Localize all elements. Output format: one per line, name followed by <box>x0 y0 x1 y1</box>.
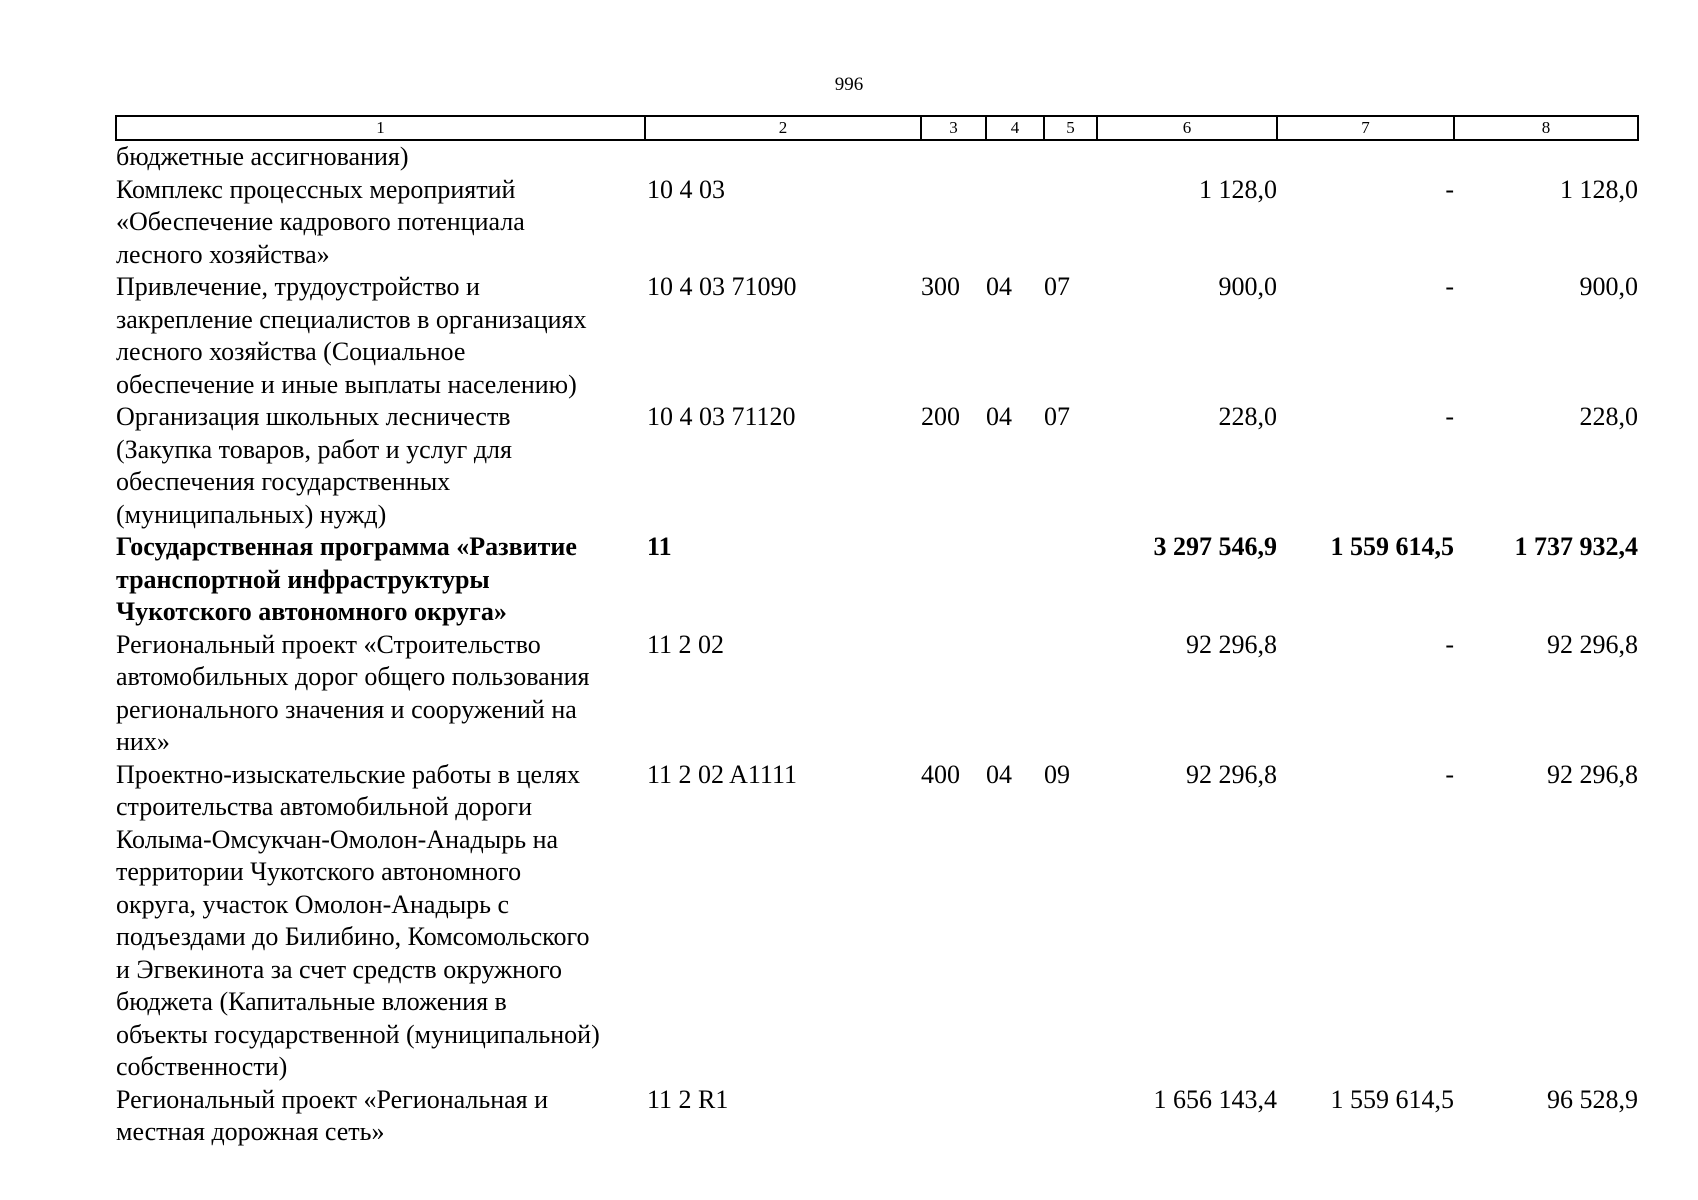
total-amount-cell: 3 297 546,9 <box>1153 532 1277 561</box>
item-name-cell <box>116 174 645 272</box>
table-row <box>116 271 1638 401</box>
section-cell: 04 <box>986 272 1012 301</box>
item-name-line: территории Чукотского автономного <box>116 857 522 886</box>
item-name-line: Региональный проект «Строительство <box>116 629 541 659</box>
budget-code-cell: 10 4 03 71090 <box>647 272 797 301</box>
item-name-line: (муниципальных) нужд) <box>116 499 387 529</box>
table-row <box>116 401 1638 531</box>
item-name-line: округа, участок Омолон-Анадырь с <box>116 889 510 919</box>
table-row <box>116 531 1638 629</box>
subsection-cell <box>1044 1084 1097 1149</box>
item-name-line: бюджетные ассигнования) <box>116 142 409 171</box>
item-name-line: «Обеспечение кадрового потенциала <box>116 207 525 236</box>
column-number: 7 <box>1277 116 1454 140</box>
regional-amount-cell: 92 296,8 <box>1547 629 1638 659</box>
total-amount-cell: 228,0 <box>1218 402 1277 431</box>
table-row <box>116 759 1638 1084</box>
federal-amount-cell: 1 559 614,5 <box>1330 532 1454 561</box>
item-name-line: Привлечение, трудоустройство и <box>116 272 480 301</box>
section-cell <box>986 531 1044 629</box>
item-name-line: обеспечение и иные выплаты населению) <box>116 369 577 399</box>
section-cell: 04 <box>986 402 1012 431</box>
item-name-line: и Эгвекинота за счет средств окружного <box>116 954 563 984</box>
item-name-line: подъездами до Билибино, Комсомольского <box>116 922 590 951</box>
expense-type-cell <box>921 531 986 629</box>
expense-type-cell <box>921 140 986 174</box>
item-name-cell <box>116 140 645 174</box>
item-name-line: Чукотского автономного округа» <box>116 597 507 626</box>
item-name-line: Государственная программа «Развитие <box>116 532 577 561</box>
budget-code-cell: 10 4 03 71120 <box>647 402 796 431</box>
column-number: 3 <box>921 116 986 140</box>
total-amount-cell: 1 656 143,4 <box>1153 1084 1277 1114</box>
budget-code-cell: 10 4 03 <box>647 174 725 204</box>
total-amount-cell: 92 296,8 <box>1186 759 1277 789</box>
item-name-line: Организация школьных лесничеств <box>116 402 511 431</box>
item-name-line: объекты государственной (муниципальной) <box>116 1019 600 1049</box>
column-number: 1 <box>116 116 645 140</box>
column-number: 5 <box>1044 116 1097 140</box>
item-name-line: (Закупка товаров, работ и услуг для <box>116 434 512 464</box>
total-amount-cell: 92 296,8 <box>1186 629 1277 659</box>
item-name-line: Проектно-изыскательские работы в целях <box>116 759 580 789</box>
item-name-line: транспортной инфраструктуры <box>116 564 490 594</box>
total-amount-cell <box>1097 140 1277 174</box>
item-name-line: автомобильных дорог общего пользования <box>116 662 590 691</box>
regional-amount-cell: 92 296,8 <box>1547 759 1638 789</box>
item-name-line: бюджета (Капитальные вложения в <box>116 987 507 1016</box>
budget-code-cell: 11 2 R1 <box>647 1084 729 1114</box>
expense-type-cell: 200 <box>921 402 960 431</box>
section-cell: 04 <box>986 759 1012 789</box>
expense-type-cell <box>921 174 986 272</box>
regional-amount-cell <box>1454 140 1638 174</box>
budget-code-cell: 11 2 02 A1111 <box>647 759 797 789</box>
expense-type-cell: 400 <box>921 759 960 789</box>
table-row <box>116 1084 1638 1149</box>
item-name-line: них» <box>116 727 170 756</box>
item-name-line: закрепление специалистов в организациях <box>116 304 587 334</box>
federal-amount-cell <box>1277 140 1454 174</box>
section-cell <box>986 629 1044 759</box>
item-name-cell <box>116 629 645 759</box>
table-body <box>116 140 1638 1149</box>
federal-amount-cell: - <box>1445 272 1454 301</box>
expense-type-cell: 300 <box>921 272 960 301</box>
column-number-header <box>116 116 1638 140</box>
section-cell <box>986 1084 1044 1149</box>
expense-type-cell <box>921 629 986 759</box>
column-number: 4 <box>986 116 1044 140</box>
federal-amount-cell: - <box>1445 629 1454 659</box>
regional-amount-cell: 228,0 <box>1579 402 1638 431</box>
item-name-line: Региональный проект «Региональная и <box>116 1084 549 1114</box>
regional-amount-cell: 900,0 <box>1579 272 1638 301</box>
item-name-cell <box>116 271 645 401</box>
regional-amount-cell: 96 528,9 <box>1547 1084 1638 1114</box>
item-name-line: собственности) <box>116 1052 288 1081</box>
subsection-cell: 07 <box>1044 272 1070 301</box>
item-name-line: Комплекс процессных мероприятий <box>116 174 516 204</box>
item-name-cell <box>116 1084 645 1149</box>
section-cell <box>986 140 1044 174</box>
section-cell <box>986 174 1044 272</box>
item-name-line: регионального значения и сооружений на <box>116 694 577 724</box>
subsection-cell <box>1044 140 1097 174</box>
regional-amount-cell: 1 128,0 <box>1560 174 1638 204</box>
regional-amount-cell: 1 737 932,4 <box>1514 532 1638 561</box>
subsection-cell <box>1044 531 1097 629</box>
item-name-line: местная дорожная сеть» <box>116 1117 385 1146</box>
budget-code-cell <box>645 140 921 174</box>
item-name-cell <box>116 531 645 629</box>
column-number: 2 <box>645 116 921 140</box>
table-row <box>116 174 1638 272</box>
item-name-line: лесного хозяйства» <box>116 239 330 269</box>
budget-table <box>115 115 1639 1149</box>
total-amount-cell: 900,0 <box>1218 272 1277 301</box>
federal-amount-cell: - <box>1445 174 1454 204</box>
item-name-line: строительства автомобильной дороги <box>116 792 532 821</box>
item-name-cell <box>116 759 645 1084</box>
table-row <box>116 140 1638 174</box>
column-number: 6 <box>1097 116 1277 140</box>
page-number: 996 <box>834 74 864 95</box>
item-name-line: Колыма-Омсукчан-Омолон-Анадырь на <box>116 824 559 854</box>
federal-amount-cell: - <box>1445 759 1454 789</box>
federal-amount-cell: 1 559 614,5 <box>1330 1084 1454 1114</box>
item-name-line: лесного хозяйства (Социальное <box>116 337 466 366</box>
budget-code-cell: 11 2 02 <box>647 629 725 659</box>
subsection-cell: 07 <box>1044 402 1070 431</box>
subsection-cell <box>1044 174 1097 272</box>
budget-code-cell: 11 <box>647 532 672 561</box>
subsection-cell <box>1044 629 1097 759</box>
total-amount-cell: 1 128,0 <box>1199 174 1277 204</box>
subsection-cell: 09 <box>1044 759 1070 789</box>
item-name-cell <box>116 401 645 531</box>
item-name-line: обеспечения государственных <box>116 467 451 496</box>
column-number: 8 <box>1454 116 1638 140</box>
table-row <box>116 629 1638 759</box>
expense-type-cell <box>921 1084 986 1149</box>
federal-amount-cell: - <box>1445 402 1454 431</box>
